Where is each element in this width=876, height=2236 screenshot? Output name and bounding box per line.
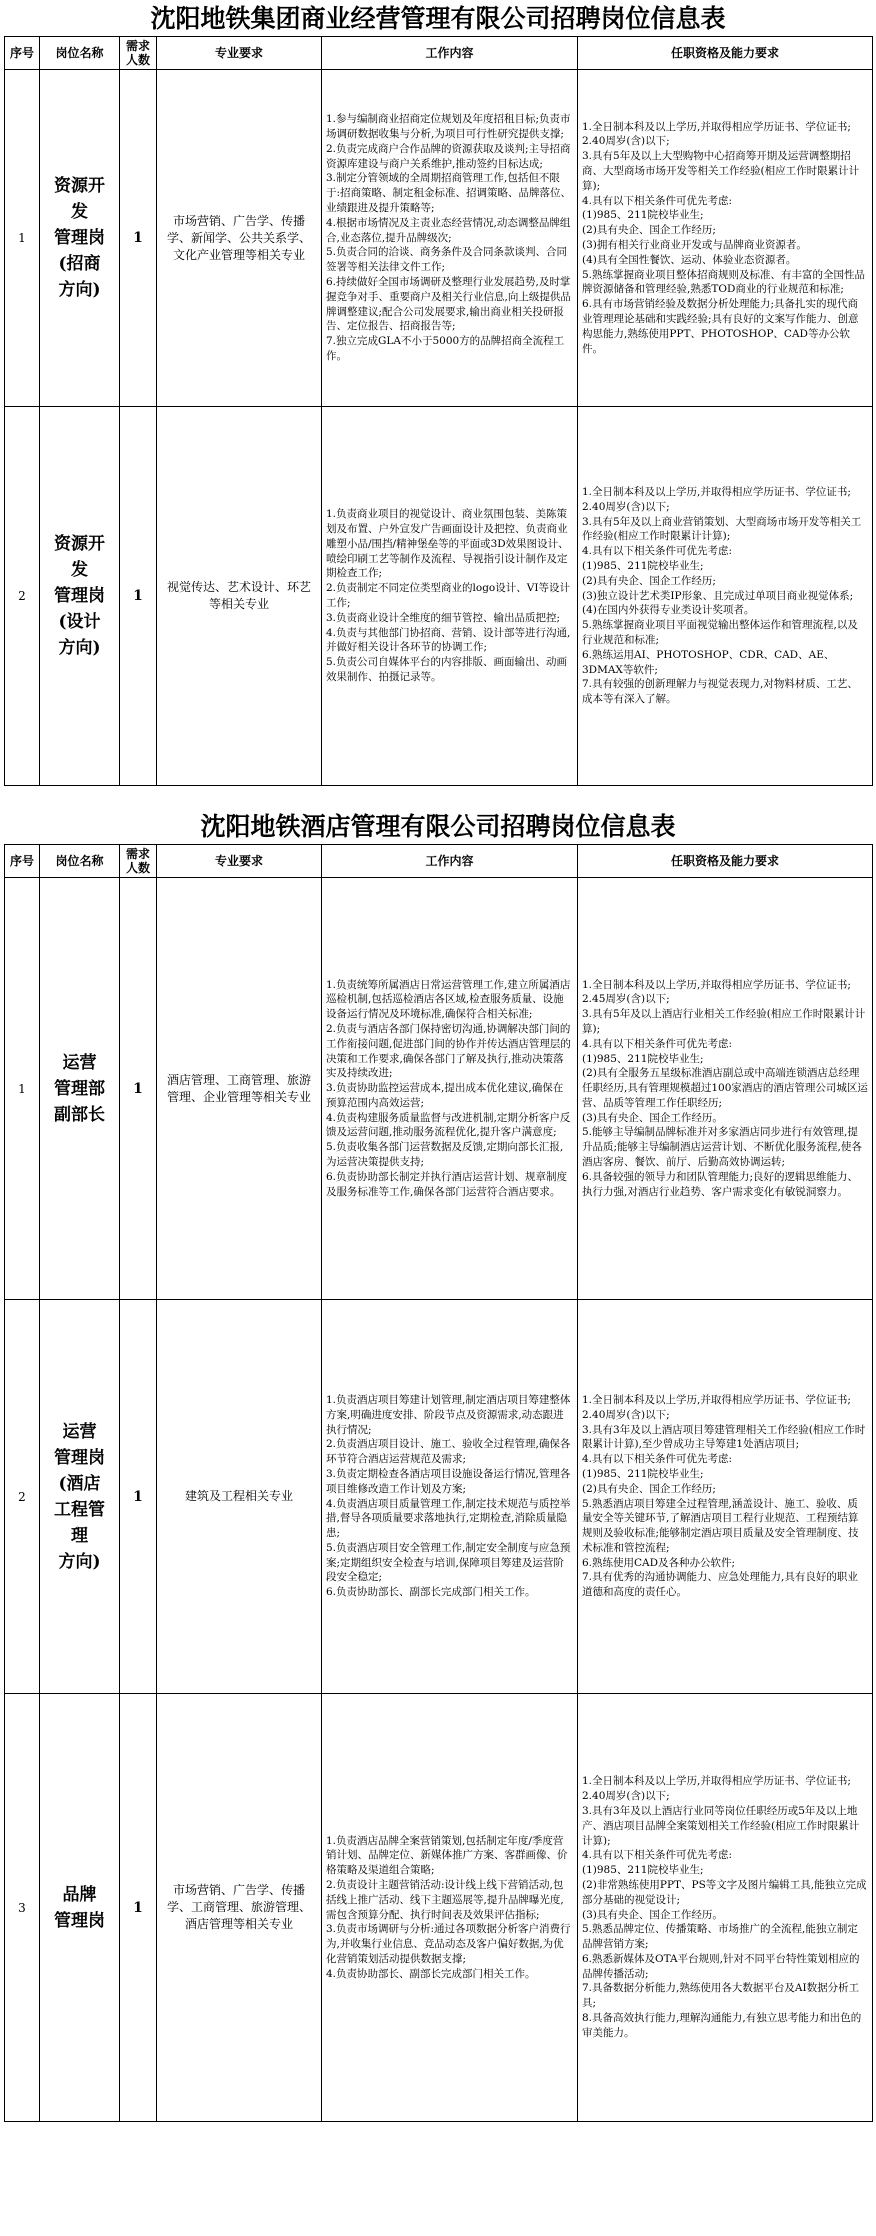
position-name-line: 管理岗 xyxy=(54,1910,105,1931)
req-item: 6.具有市场营销经验及数据分析处理能力;具备扎实的现代商业管理理论基础和实践经验;具有良好的文案写作能力、创意构思能力,熟练使用PPT、PHOTOSHOP、CAD等办公软件。 xyxy=(582,298,859,355)
req-item: 2.40周岁(含)以下; xyxy=(582,1408,670,1421)
req-item: (4)在国内外获得专业类设计奖项者。 xyxy=(582,604,755,617)
qualifications xyxy=(578,1300,873,1694)
header-name: 岗位名称 xyxy=(40,37,120,70)
table-row xyxy=(5,878,873,1300)
qualifications xyxy=(578,878,873,1300)
position-name-line: 管理岗 xyxy=(54,586,105,606)
row-idx: 2 xyxy=(5,407,40,786)
header-idx: 序号 xyxy=(5,845,40,878)
duty-item: 4.负责与其他部门协招商、营销、设计部等进行沟通,并做好相关设计各环节的协调工作; xyxy=(326,626,571,654)
position-name-line: 方向) xyxy=(58,1551,101,1572)
job-duties xyxy=(322,407,578,786)
req-item: (2)非常熟练使用PPT、PS等文字及图片编辑工具,能独立完成部分基础的视觉设计; xyxy=(582,1878,867,1906)
table-row xyxy=(5,407,873,786)
header-num xyxy=(120,37,157,70)
duty-item: 3.负责定期检查各酒店项目设施设备运行情况,管理各项目维修改造工作计划及方案; xyxy=(326,1467,571,1495)
position-name-line: 副部长 xyxy=(54,1104,105,1125)
table-row xyxy=(5,70,873,407)
req-item: 6.熟练运用AI、PHOTOSHOP、CDR、CAD、AE、3DMAX等软件; xyxy=(582,648,835,676)
header-major: 专业要求 xyxy=(157,845,322,878)
header-duty: 工作内容 xyxy=(322,845,578,878)
req-item: (2)具有央企、国企工作经历; xyxy=(582,574,716,587)
req-item: (2)具有全服务五星级标准酒店副总或中高端连锁酒店总经理任职经历,具有管理规模超过100家酒店的酒店管理公司城区运营、品质等管理工作任职经历; xyxy=(582,1067,868,1109)
duty-item: 1.负责酒店品牌全案营销策划,包括制定年度/季度营销计划、品牌定位、新媒体推广方案、客群画像、价格策略及渠道组合策略; xyxy=(326,1834,568,1877)
position-name xyxy=(40,70,120,407)
major-requirement: 市场营销、广告学、传播学、工商管理、旅游管理、酒店管理等相关专业 xyxy=(157,1694,322,2122)
qualifications xyxy=(578,70,873,407)
duty-item: 2.负责酒店项目设计、施工、验收全过程管理,确保各环节符合酒店运营规范及需求; xyxy=(326,1438,571,1466)
major-requirement: 市场营销、广告学、传播学、新闻学、公共关系学、文化产业管理等相关专业 xyxy=(157,70,322,407)
duty-item: 5.负责公司自媒体平台的内容排版、画面输出、动画效果制作、拍摄记录等。 xyxy=(326,656,568,683)
headcount: 1 xyxy=(120,407,157,786)
req-item: 7.具有优秀的沟通协调能力、应急处理能力,具有良好的职业道德和高度的责任心。 xyxy=(582,1571,858,1599)
position-name-line: 管理部 xyxy=(54,1078,105,1099)
req-item: 3.具有3年及以上酒店行业同等岗位任职经历或5年及以上地产、酒店项目品牌全案策划相关工作经验(相应工作时限累计计算); xyxy=(582,1804,860,1847)
duty-item: 3.制定分管领域的全周期招商管理工作,包括但不限于:招商策略、制定租金标准、招调策略、品牌落位、业绩跟进及提升策略等; xyxy=(326,172,572,214)
section-gap xyxy=(0,786,876,810)
position-name-line: 管理岗 xyxy=(54,1447,105,1468)
position-name xyxy=(40,1300,120,1694)
position-name-line: (设计 xyxy=(58,612,101,632)
req-item: (2)具有央企、国企工作经历; xyxy=(582,224,716,237)
table-2 xyxy=(4,844,873,2122)
req-item: 5.熟悉酒店项目筹建全过程管理,涵盖设计、施工、验收、质量安全等关键环节,了解酒店项目工程行业规范、工程预结算规则及验收标准;能够制定酒店项目质量及安全管理制度、技术标准和管控流程; xyxy=(582,1497,859,1554)
duty-item: 4.根据市场情况及主责业态经营情况,动态调整品牌组合,业态落位,提升品牌级次; xyxy=(326,216,571,244)
req-item: 1.全日制本科及以上学历,并取得相应学历证书、学位证书; xyxy=(582,1393,851,1406)
major-requirement: 酒店管理、工商管理、旅游管理、企业管理等相关专业 xyxy=(157,878,322,1300)
header-num xyxy=(120,845,157,878)
header-idx: 序号 xyxy=(5,37,40,70)
table-1-title: 沈阳地铁集团商业经营管理有限公司招聘岗位信息表 xyxy=(150,4,726,33)
position-name-line: 工程管理 xyxy=(54,1499,105,1546)
req-item: 7.具备数据分析能力,熟练使用各大数据平台及AI数据分析工具; xyxy=(582,1982,860,2010)
major-requirement: 建筑及工程相关专业 xyxy=(157,1300,322,1694)
req-item: 6.具备较强的领导力和团队管理能力;良好的逻辑思维能力、执行力强,对酒店行业趋势、客户需求变化有敏锐洞察力。 xyxy=(582,1170,859,1198)
headcount: 1 xyxy=(120,1694,157,2122)
req-item: 1.全日制本科及以上学历,并取得相应学历证书、学位证书; xyxy=(582,1775,851,1788)
req-item: 4.具有以下相关条件可优先考虑: xyxy=(582,1037,733,1050)
position-name-line: (招商 xyxy=(58,254,101,274)
position-name-line: 方向) xyxy=(58,638,101,658)
req-item: (1)985、211院校毕业生; xyxy=(582,1467,704,1480)
req-item: 5.熟练掌握商业项目整体招商规则及标准、有丰富的全国性品牌资源储备和管理经验,熟悉TOD商业的行业规范和标准; xyxy=(582,268,866,296)
req-item: (1)985、211院校毕业生; xyxy=(582,1052,704,1065)
req-item: (1)985、211院校毕业生; xyxy=(582,1864,704,1877)
duty-item: 5.负责合同的洽谈、商务条件及合同条款谈判、合同签署等相关法律文件工作; xyxy=(326,246,568,274)
req-item: 3.具有5年及以上商业营销策划、大型商场市场开发等相关工作经验(相应工作时限累计计算); xyxy=(582,515,862,543)
header-req: 任职资格及能力要求 xyxy=(578,845,873,878)
header-major: 专业要求 xyxy=(157,37,322,70)
table-1 xyxy=(4,36,873,786)
req-item: 5.熟练掌握商业项目平面视觉输出整体运作和管理流程,以及行业规范和标准; xyxy=(582,619,858,646)
header-req: 任职资格及能力要求 xyxy=(578,37,873,70)
job-duties xyxy=(322,1694,578,2122)
duty-item: 1.负责商业项目的视觉设计、商业氛围包装、美陈策划及布置、户外宣发广告画面设计及把控、负责商业雕塑小品/围挡/精神堡垒等的平面或3D效果图设计、喷绘印刷工艺等制作及流程、导视指引设计制作及定期检查工作; xyxy=(326,508,569,580)
position-name-line: 运营 xyxy=(62,1421,97,1442)
header-num-line2: 人数 xyxy=(125,861,150,875)
table-row xyxy=(5,1694,873,2122)
header-num-line1: 需求 xyxy=(125,847,150,861)
row-idx: 3 xyxy=(5,1694,40,2122)
duty-item: 6.持续做好全国市场调研及整理行业发展趋势,及时掌握竞争对手、重要商户及相关行业信息,向上级提供品牌调整建议;配合公司发展要求,输出商业相关投研报告、定位报告、招商报告等; xyxy=(326,275,571,333)
req-item: (3)拥有相关行业商业开发或与品牌商业资源者。 xyxy=(582,239,807,251)
header-duty: 工作内容 xyxy=(322,37,578,70)
duty-item: 5.负责酒店项目安全管理工作,制定安全制度与应急预案;定期组织安全检查与培训,保障项目筹建及运营阶段安全稳定; xyxy=(326,1541,571,1584)
major-requirement: 视觉传达、艺术设计、环艺等相关专业 xyxy=(157,407,322,786)
table-row xyxy=(5,1300,873,1694)
req-item: 4.具有以下相关条件可优先考虑: xyxy=(582,1849,733,1862)
header-num-line1: 需求 xyxy=(125,39,150,53)
position-name-line: 资源开发 xyxy=(54,176,105,222)
qualifications xyxy=(578,407,873,786)
row-idx: 1 xyxy=(5,878,40,1300)
req-item: 4.具有以下相关条件可优先考虑: xyxy=(582,194,733,207)
job-duties xyxy=(322,878,578,1300)
position-name xyxy=(40,407,120,786)
duty-item: 3.负责市场调研与分析:通过各项数据分析客户消费行为,并收集行业信息、竞品动态及客户偏好数据,为优化营销策划活动提供数据支撑; xyxy=(326,1923,571,1965)
position-name-line: 运营 xyxy=(62,1052,97,1073)
req-item: 4.具有以下相关条件可优先考虑: xyxy=(582,1453,733,1466)
duty-item: 2.负责设计主题营销活动:设计线上线下营销活动,包括线上推广活动、线下主题巡展等,提升品牌曝光度,需包含预算分配、执行时间表及效果评估指标; xyxy=(326,1878,564,1921)
duty-item: 4.负责构建服务质量监督与改进机制,定期分析客户反馈及运营问题,推动服务流程优化,提升客户满意度; xyxy=(326,1111,571,1139)
req-item: 6.熟练使用CAD及各种办公软件; xyxy=(582,1556,736,1569)
headcount: 1 xyxy=(120,1300,157,1694)
position-name-line: 管理岗 xyxy=(54,228,105,248)
headcount: 1 xyxy=(120,878,157,1300)
duty-item: 1.负责统筹所属酒店日常运营管理工作,建立所属酒店巡检机制,包括巡检酒店各区域,检查服务质量、设施设备运行情况及环境标准,确保符合相关标准; xyxy=(326,978,571,1021)
req-item: (1)985、211院校毕业生; xyxy=(582,560,704,572)
headcount: 1 xyxy=(120,70,157,407)
req-item: 4.具有以下相关条件可优先考虑: xyxy=(582,545,733,558)
table-2-header-row xyxy=(5,845,873,878)
position-name-line: 资源开发 xyxy=(54,534,105,580)
duty-item: 6.负责协助部长、副部长完成部门相关工作。 xyxy=(326,1586,536,1599)
req-item: (4)具有全国性餐饮、运动、体验业态资源者。 xyxy=(582,253,797,266)
table-2-title: 沈阳地铁酒店管理有限公司招聘岗位信息表 xyxy=(200,812,676,841)
job-duties xyxy=(322,70,578,407)
req-item: 2.45周岁(含)以下; xyxy=(582,993,670,1006)
duty-item: 6.负责协助部长制定并执行酒店运营计划、规章制度及服务标准等工作,确保各部门运营符合酒店要求。 xyxy=(326,1170,568,1198)
req-item: (3)独立设计艺术类IP形象、且完成过单项目商业视觉体系; xyxy=(582,589,854,602)
position-name-line: 方向) xyxy=(58,280,101,300)
req-item: 7.具有较强的创新理解力与视觉表现力,对物料材质、工艺、成本等有深入了解。 xyxy=(582,678,858,706)
duty-item: 2.负责完成商户合作品牌的资源获取及谈判;主导招商资源库建设与商户关系维护,推动签约目标达成; xyxy=(326,142,571,170)
position-name-line: (酒店 xyxy=(58,1473,101,1494)
req-item: (3)具有央企、国企工作经历。 xyxy=(582,1908,723,1921)
req-item: 5.熟悉品牌定位、传播策略、市场推广的全流程,能独立制定品牌营销方案; xyxy=(582,1923,858,1951)
duty-item: 4.负责协助部长、副部长完成部门相关工作。 xyxy=(326,1967,536,1980)
req-item: 5.能够主导编制品牌标准并对多家酒店同步进行有效管理,提升品质;能够主导编制酒店运营计划、不断优化服务流程,使各酒店客房、餐饮、前厅、后勤高效协调运转; xyxy=(582,1126,862,1169)
duty-item: 3.负责协助监控运营成本,提出成本优化建议,确保在预算范围内高效运营; xyxy=(326,1082,564,1109)
header-num-line2: 人数 xyxy=(125,53,150,67)
position-name-line: 品牌 xyxy=(62,1884,97,1905)
duty-item: 2.负责与酒店各部门保持密切沟通,协调解决部门间的工作衔接问题,促进部门间的协作并传达酒店管理层的决策和工作要求,确保各部门了解及执行,推动决策落实及持续改进; xyxy=(326,1022,571,1080)
row-idx: 2 xyxy=(5,1300,40,1694)
req-item: 3.具有5年及以上酒店行业相关工作经验(相应工作时限累计计算); xyxy=(582,1008,866,1035)
duty-item: 2.负责制定不同定位类型商业的logo设计、VI等设计工作; xyxy=(326,582,570,609)
header-name: 岗位名称 xyxy=(40,845,120,878)
duty-item: 1.参与编制商业招商定位规划及年度招租目标;负责市场调研数据收集与分析,为项目可行性研究提供支撑; xyxy=(326,113,571,141)
req-item: 1.全日制本科及以上学历,并取得相应学历证书、学位证书; xyxy=(582,120,851,133)
duty-item: 4.负责酒店项目质量管理工作,制定技术规范与质控举措,督导各项质量要求落地执行,定期检查,消除质量隐患; xyxy=(326,1497,571,1540)
req-item: (1)985、211院校毕业生; xyxy=(582,209,704,222)
req-item: 1.全日制本科及以上学历,并取得相应学历证书、学位证书; xyxy=(582,978,851,991)
req-item: 2.40周岁(含)以下; xyxy=(582,1790,670,1803)
req-item: 6.熟悉新媒体及OTA平台规则,针对不同平台特性策划相应的品牌传播活动; xyxy=(582,1952,860,1980)
req-item: 1.全日制本科及以上学历,并取得相应学历证书、学位证书; xyxy=(582,486,851,499)
req-item: 3.具有5年及以上大型购物中心招商筹开期及运营调整期招商、大型商场市场开发等相关工作经验(相应工作时限累计计算); xyxy=(582,150,860,192)
position-name xyxy=(40,1694,120,2122)
row-idx: 1 xyxy=(5,70,40,407)
duty-item: 7.独立完成GLA不小于5000方的品牌招商全流程工作。 xyxy=(326,335,565,362)
req-item: (2)具有央企、国企工作经历; xyxy=(582,1482,716,1495)
req-item: 3.具有3年及以上酒店项目筹建管理相关工作经验(相应工作时限累计计算),至少曾成功主导筹建1处酒店项目; xyxy=(582,1423,866,1451)
req-item: 2.40周岁(含)以下; xyxy=(582,500,670,513)
req-item: 8.具备高效执行能力,理解沟通能力,有独立思考能力和出色的审美能力。 xyxy=(582,2012,862,2039)
duty-item: 3.负责商业设计全维度的细节管控、输出品质把控; xyxy=(326,611,561,624)
duty-item: 1.负责酒店项目筹建计划管理,制定酒店项目筹建整体方案,明确进度安排、阶段节点及资源需求,动态跟进执行情况; xyxy=(326,1393,571,1436)
qualifications xyxy=(578,1694,873,2122)
job-duties xyxy=(322,1300,578,1694)
duty-item: 5.负责收集各部门运营数据及反馈,定期向部长汇报,为运营决策提供支持; xyxy=(326,1141,564,1169)
req-item: 2.40周岁(含)以下; xyxy=(582,135,670,148)
position-name xyxy=(40,878,120,1300)
req-item: (3)具有央企、国企工作经历。 xyxy=(582,1111,723,1124)
table-1-header-row xyxy=(5,37,873,70)
